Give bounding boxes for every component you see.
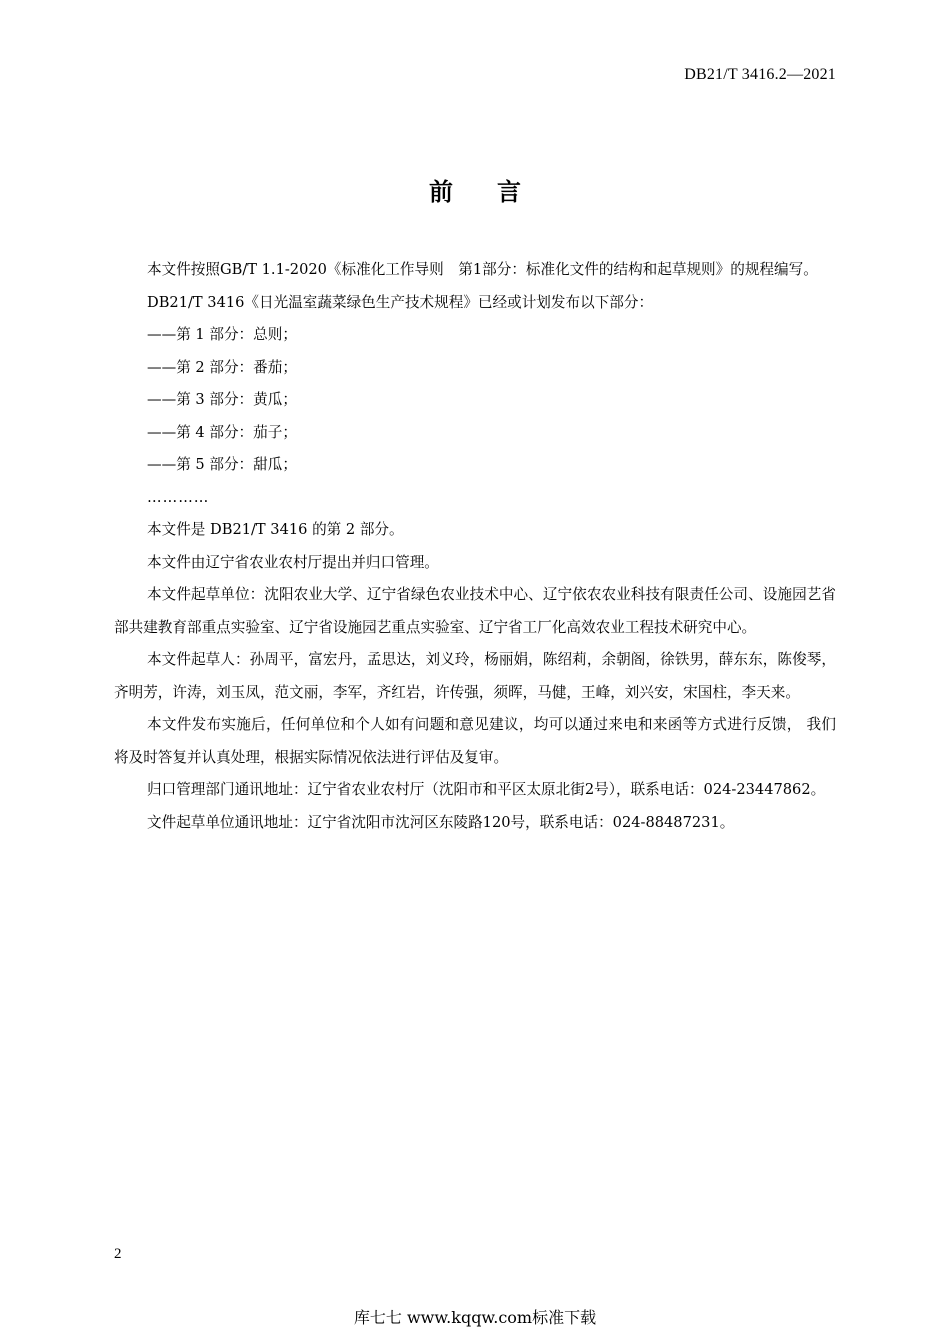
page-title: 前言 [429,178,565,206]
paragraph-part-number: 本文件是 DB21/T 3416 的第 2 部分。 [147,521,404,538]
list-item-part-5: ——第 5 部分：甜瓜； [147,456,297,473]
list-item-part-2: ——第 2 部分：番茄； [147,358,297,376]
foreword-body [114,254,836,839]
list-ellipsis: ………… [147,488,210,506]
paragraph-authority-address: 归口管理部门通讯地址：辽宁省农业农村厅（沈阳市和平区太原北街2号），联系电话：024-23447862。 [147,781,826,798]
list-item-part-3: ——第 3 部分：黄瓜； [147,391,297,408]
list-item-part-4: ——第 4 部分：茄子； [147,423,297,441]
paragraph-proposer: 本文件由辽宁省农业农村厅提出并归口管理。 [147,553,439,571]
page-number: 2 [114,1246,122,1262]
paragraph-drafting-rules: 本文件按照GB/T 1.1-2020《标准化工作导则 第1部分：标准化文件的结构和起草规则》的规程编写。 [147,261,818,278]
paragraph-drafting-units: 本文件起草单位：沈阳农业大学、辽宁省绿色农业技术中心、辽宁依农农业科技有限责任公司、设施园艺省部共建教育部重点实验室、辽宁省设施园艺重点实验室、辽宁省工厂化高效农业工程技术研究中心。 [114,586,836,636]
document-code: DB21/T 3416.2—2021 [684,66,836,83]
paragraph-drafters: 本文件起草人：孙周平，富宏丹，孟思达，刘义玲，杨丽娟，陈绍莉，余朝阁，徐铁男，薛东东，陈俊琴，齐明芳，许涛，刘玉凤，范文丽，李军，齐红岩，许传强，须晖，马健，王峰，刘兴安，宋国柱，李天来。 [114,651,836,701]
paragraph-feedback: 本文件发布实施后，任何单位和个人如有问题和意见建议，均可以通过来电和来函等方式进行反馈， 我们将及时答复并认真处理，根据实际情况依法进行评估及复审。 [114,716,836,766]
site-watermark: 库七七 www.kqqw.com标准下载 [353,1308,597,1327]
paragraph-drafter-address: 文件起草单位通讯地址：辽宁省沈阳市沈河区东陵路120号，联系电话：024-88487231。 [147,813,735,831]
paragraph-parts-intro: DB21/T 3416《日光温室蔬菜绿色生产技术规程》已经或计划发布以下部分： [147,293,654,311]
list-item-part-1: ——第 1 部分：总则； [147,326,297,343]
